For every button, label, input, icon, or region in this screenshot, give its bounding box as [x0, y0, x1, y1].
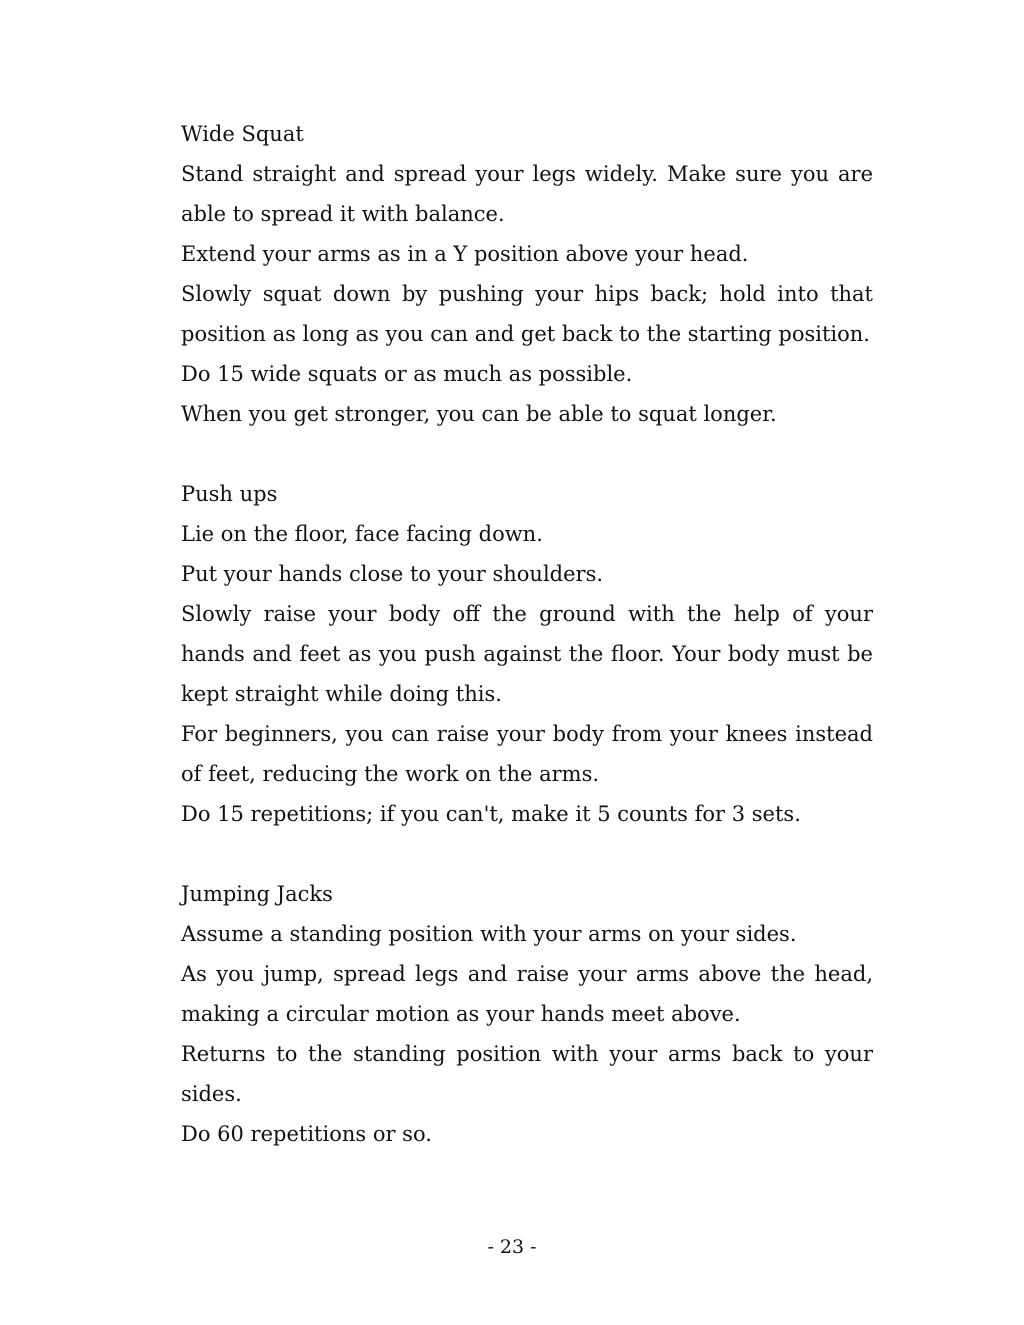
paragraph: Do 15 repetitions; if you can't, make it 5 counts for 3 sets.	[181, 802, 801, 826]
section-push-ups	[181, 474, 873, 834]
paragraph: Slowly squat down by pushing your hips back; hold into that position as long as you can and get back to the starting position.	[181, 282, 873, 346]
paragraph: Do 15 wide squats or as much as possible.	[181, 362, 633, 386]
paragraph: Returns to the standing position with your arms back to your sides.	[181, 1042, 873, 1106]
paragraph: Extend your arms as in a Y position above your head.	[181, 242, 749, 266]
page-content	[181, 114, 873, 1154]
section-heading: Jumping Jacks	[181, 882, 333, 906]
section-heading: Push ups	[181, 482, 278, 506]
paragraph: Do 60 repetitions or so.	[181, 1122, 432, 1146]
paragraph: When you get stronger, you can be able to squat longer.	[181, 402, 777, 426]
section-wide-squat	[181, 114, 873, 434]
paragraph: Lie on the floor, face facing down.	[181, 522, 543, 546]
section-jumping-jacks	[181, 874, 873, 1154]
paragraph: Slowly raise your body off the ground with the help of your hands and feet as you push against the floor. Your body must be kept straight while doing this.	[181, 602, 873, 706]
paragraph: As you jump, spread legs and raise your arms above the head, making a circular motion as your hands meet above.	[181, 962, 873, 1026]
paragraph: Assume a standing position with your arms on your sides.	[181, 922, 797, 946]
paragraph: Stand straight and spread your legs widely. Make sure you are able to spread it with balance.	[181, 162, 873, 226]
section-heading: Wide Squat	[181, 122, 304, 146]
page-number: - 23 -	[487, 1236, 537, 1258]
paragraph: For beginners, you can raise your body from your knees instead of feet, reducing the work on the arms.	[181, 722, 873, 786]
paragraph: Put your hands close to your shoulders.	[181, 562, 604, 586]
